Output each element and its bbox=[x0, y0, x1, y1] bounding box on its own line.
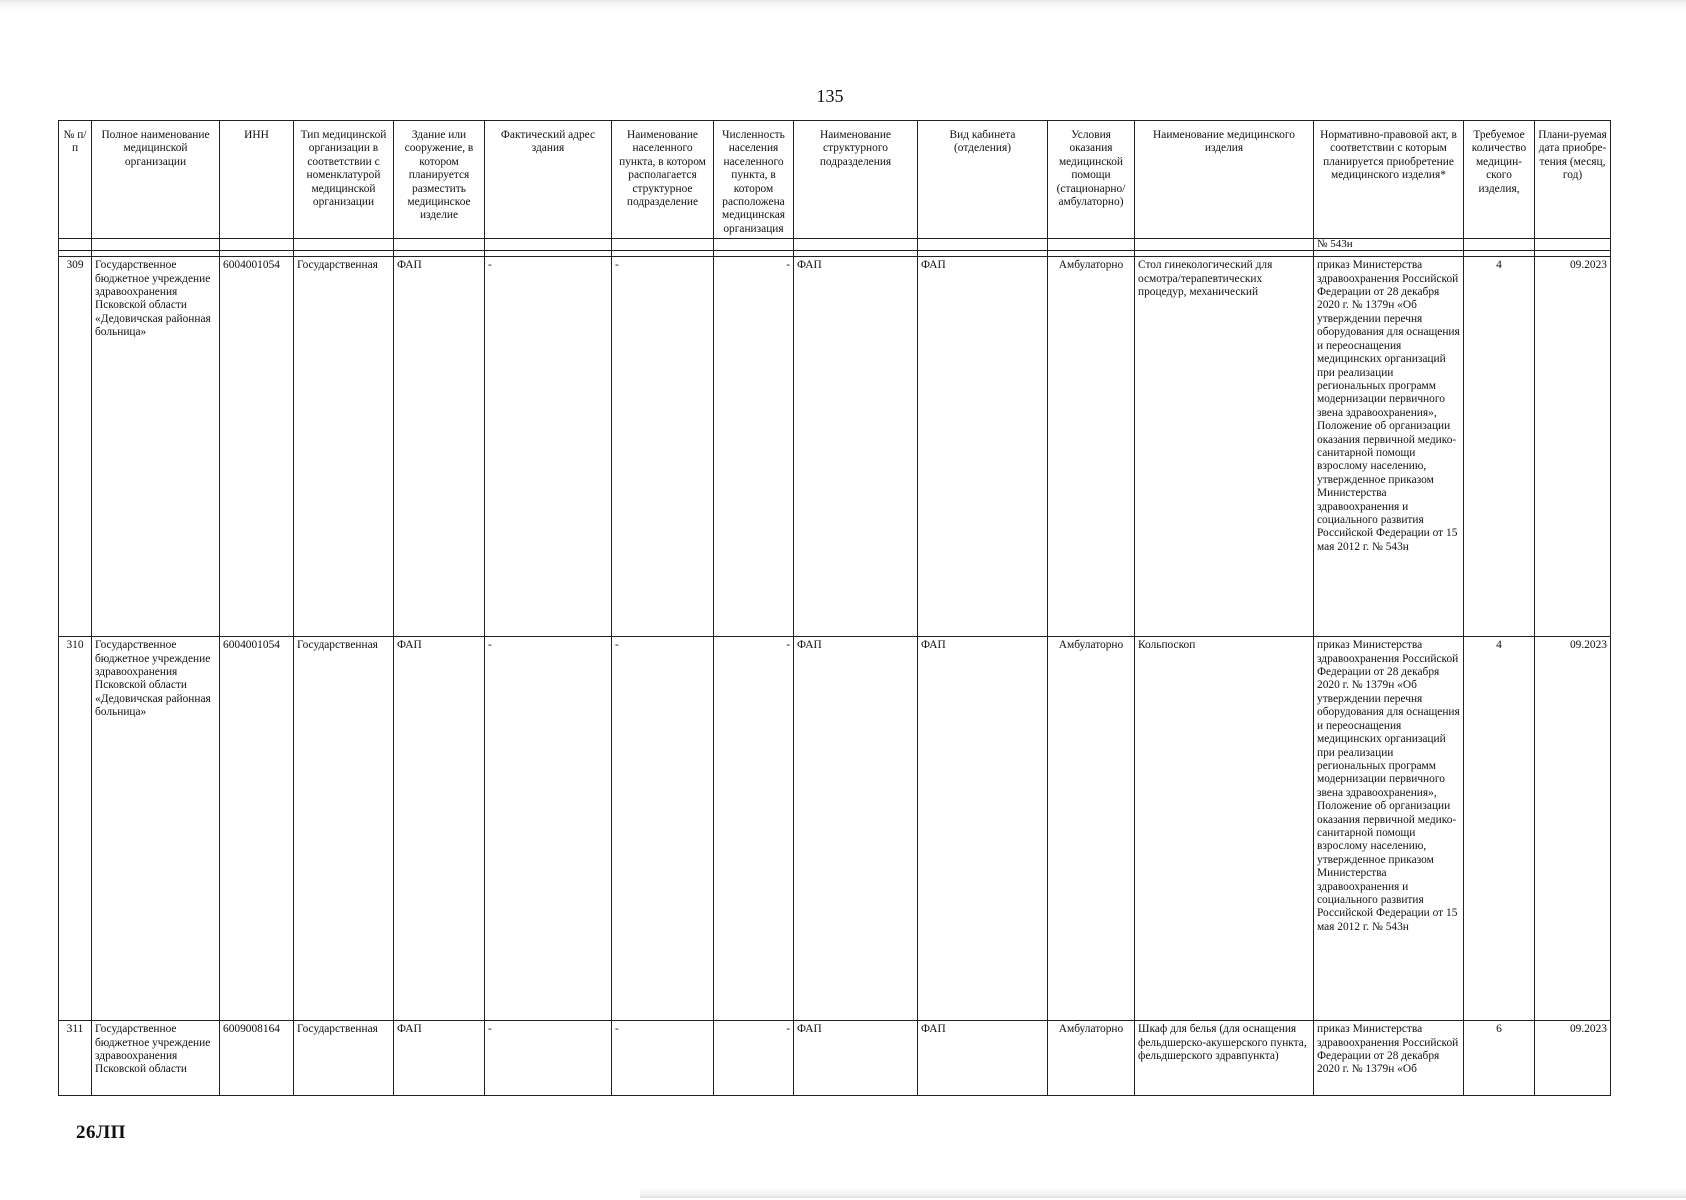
col-header-address: Фактический адрес здания bbox=[485, 121, 612, 239]
cell-num: 311 bbox=[59, 1021, 92, 1096]
cell-cabinet: ФАП bbox=[918, 1021, 1048, 1096]
cell-conditions: Амбулаторно bbox=[1048, 257, 1135, 637]
cell-date: 09.2023 bbox=[1535, 637, 1611, 1021]
cell-legal-act: приказ Министерства здравоохранения Российской Федерации от 28 декабря 2020 г. № 1379н «Об bbox=[1314, 1021, 1464, 1096]
cell-quantity: 4 bbox=[1464, 257, 1535, 637]
cell-type: Государственная bbox=[294, 257, 394, 637]
table-row bbox=[59, 257, 1611, 637]
col-header-organization: Полное наименование медицинской организации bbox=[92, 121, 220, 239]
cell-address: - bbox=[485, 637, 612, 1021]
table-row bbox=[59, 1021, 1611, 1096]
col-header-conditions: Условия оказания медицинской помощи (стационарно/ амбулаторно) bbox=[1048, 121, 1135, 239]
col-header-population: Численность населения населенного пункта, в котором расположена медицинская организация bbox=[714, 121, 794, 239]
cell-unit: ФАП bbox=[794, 1021, 918, 1096]
carryover-text: № 543н bbox=[1314, 239, 1464, 251]
cell-legal-act: приказ Министерства здравоохранения Российской Федерации от 28 декабря 2020 г. № 1379н «Об утверждении перечня оборудования для оснащения и переоснащения медицинских организаций при реализации региональных программ модернизации первичного звена здравоохранения», Положение об организации оказания первичной медико-санитарной помощи взрослому населению, утвержденное приказом Министерства здравоохранения и социального развития Российской Федерации от 15 мая 2012 г. № 543н bbox=[1314, 257, 1464, 637]
cell-num: 310 bbox=[59, 637, 92, 1021]
cell-type: Государственная bbox=[294, 1021, 394, 1096]
col-header-unit: Наименование структурного подразделения bbox=[794, 121, 918, 239]
cell-population: - bbox=[714, 637, 794, 1021]
cell-population: - bbox=[714, 257, 794, 637]
scan-edge-bottom bbox=[640, 1188, 1686, 1198]
cell-inn: 6009008164 bbox=[220, 1021, 294, 1096]
cell-population: - bbox=[714, 1021, 794, 1096]
col-header-building: Здание или сооружение, в котором планируется разместить медицинское изделие bbox=[394, 121, 485, 239]
page-number: 135 bbox=[816, 86, 844, 106]
cell-inn: 6004001054 bbox=[220, 637, 294, 1021]
carryover-row bbox=[59, 239, 1611, 251]
cell-address: - bbox=[485, 1021, 612, 1096]
cell-building: ФАП bbox=[394, 637, 485, 1021]
cell-date: 09.2023 bbox=[1535, 257, 1611, 637]
cell-cabinet: ФАП bbox=[918, 637, 1048, 1021]
cell-settlement: - bbox=[612, 257, 714, 637]
equipment-table bbox=[58, 120, 1611, 1096]
col-header-type: Тип медицинской организации в соответствии с номенклатурой медицинской организации bbox=[294, 121, 394, 239]
col-header-device: Наименование медицинского изделия bbox=[1135, 121, 1314, 239]
col-header-num: № п/п bbox=[59, 121, 92, 239]
cell-date: 09.2023 bbox=[1535, 1021, 1611, 1096]
cell-device: Шкаф для белья (для оснащения фельдшерско-акушерского пункта, фельдшерского здравпункта) bbox=[1135, 1021, 1314, 1096]
cell-quantity: 6 bbox=[1464, 1021, 1535, 1096]
cell-device: Стол гинекологический для осмотра/терапевтических процедур, механический bbox=[1135, 257, 1314, 637]
cell-building: ФАП bbox=[394, 1021, 485, 1096]
cell-type: Государственная bbox=[294, 637, 394, 1021]
cell-legal-act: приказ Министерства здравоохранения Российской Федерации от 28 декабря 2020 г. № 1379н «Об утверждении перечня оборудования для оснащения и переоснащения медицинских организаций при реализации региональных программ модернизации первичного звена здравоохранения», Положение об организации оказания первичной медико-санитарной помощи взрослому населению, утвержденное приказом Министерства здравоохранения и социального развития Российской Федерации от 15 мая 2012 г. № 543н bbox=[1314, 637, 1464, 1021]
cell-quantity: 4 bbox=[1464, 637, 1535, 1021]
cell-conditions: Амбулаторно bbox=[1048, 637, 1135, 1021]
cell-organization: Государственное бюджетное учреждение здравоохранения Псковской области «Дедовичская районная больница» bbox=[92, 637, 220, 1021]
scan-edge-top bbox=[0, 0, 1686, 14]
cell-settlement: - bbox=[612, 637, 714, 1021]
cell-num: 309 bbox=[59, 257, 92, 637]
cell-device: Кольпоскоп bbox=[1135, 637, 1314, 1021]
header-row bbox=[59, 121, 1611, 239]
cell-unit: ФАП bbox=[794, 637, 918, 1021]
cell-organization: Государственное бюджетное учреждение здравоохранения Псковской области «Дедовичская районная больница» bbox=[92, 257, 220, 637]
table-row bbox=[59, 637, 1611, 1021]
cell-building: ФАП bbox=[394, 257, 485, 637]
footer-mark: 26ЛП bbox=[76, 1122, 126, 1143]
col-header-inn: ИНН bbox=[220, 121, 294, 239]
col-header-cabinet: Вид кабинета (отделения) bbox=[918, 121, 1048, 239]
cell-settlement: - bbox=[612, 1021, 714, 1096]
cell-organization: Государственное бюджетное учреждение здравоохранения Псковской области bbox=[92, 1021, 220, 1096]
cell-cabinet: ФАП bbox=[918, 257, 1048, 637]
col-header-date: Плани-руемая дата приобре-тения (месяц, год) bbox=[1535, 121, 1611, 239]
cell-inn: 6004001054 bbox=[220, 257, 294, 637]
col-header-quantity: Требуемое количество медицин-ского изделия, bbox=[1464, 121, 1535, 239]
cell-address: - bbox=[485, 257, 612, 637]
cell-conditions: Амбулаторно bbox=[1048, 1021, 1135, 1096]
col-header-settlement: Наименование населенного пункта, в котором располагается структурное подразделение bbox=[612, 121, 714, 239]
col-header-legal-act: Нормативно-правовой акт, в соответствии с которым планируется приобретение медицинского изделия* bbox=[1314, 121, 1464, 239]
cell-unit: ФАП bbox=[794, 257, 918, 637]
